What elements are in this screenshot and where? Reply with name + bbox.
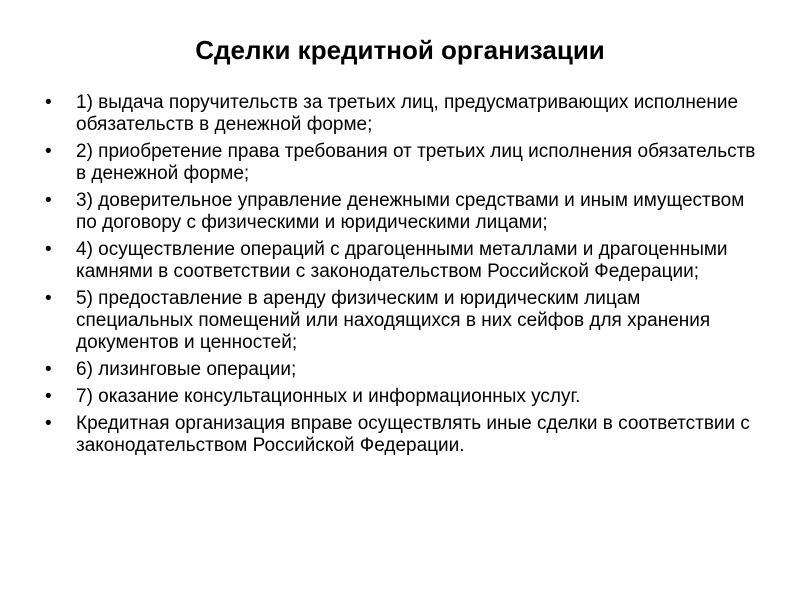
list-item	[45, 359, 760, 381]
bullet-icon: •	[45, 288, 52, 309]
bullet-list	[45, 92, 760, 462]
list-item-text: 6) лизинговые операции;	[76, 359, 297, 380]
list-item-text: 2) приобретение права требования от третьих лиц исполнения обязательств в денежной форме;	[76, 141, 756, 184]
list-item	[45, 386, 760, 408]
list-item	[45, 413, 760, 457]
list-item-text: 4) осуществление операций с драгоценными металлами и драгоценными камнями в соответствии с законодательством Российской Федерации;	[76, 239, 728, 282]
bullet-icon: •	[45, 413, 52, 434]
bullet-icon: •	[45, 239, 52, 260]
list-item	[45, 288, 760, 354]
list-item-text: 3) доверительное управление денежными средствами и иным имуществом по договору с физическими и юридическими лицами;	[76, 190, 745, 233]
list-item-text: Кредитная организация вправе осуществлять иные сделки в соответствии с законодательством Российской Федерации.	[76, 413, 750, 456]
list-item	[45, 92, 760, 136]
list-item	[45, 239, 760, 283]
list-item-text: 1) выдача поручительств за третьих лиц, предусматривающих исполнение обязательств в денежной форме;	[76, 92, 739, 135]
bullet-icon: •	[45, 359, 52, 380]
bullet-icon: •	[45, 190, 52, 211]
list-item-text: 7) оказание консультационных и информационных услуг.	[76, 386, 581, 407]
slide-title: Сделки кредитной организации	[195, 35, 605, 65]
bullet-icon: •	[45, 92, 52, 113]
list-item-text: 5) предоставление в аренду физическим и юридическим лицам специальных помещений или находящихся в них сейфов для хранения документов и ценностей;	[76, 288, 711, 353]
bullet-icon: •	[45, 386, 52, 407]
list-item	[45, 141, 760, 185]
bullet-icon: •	[45, 141, 52, 162]
list-item	[45, 190, 760, 234]
